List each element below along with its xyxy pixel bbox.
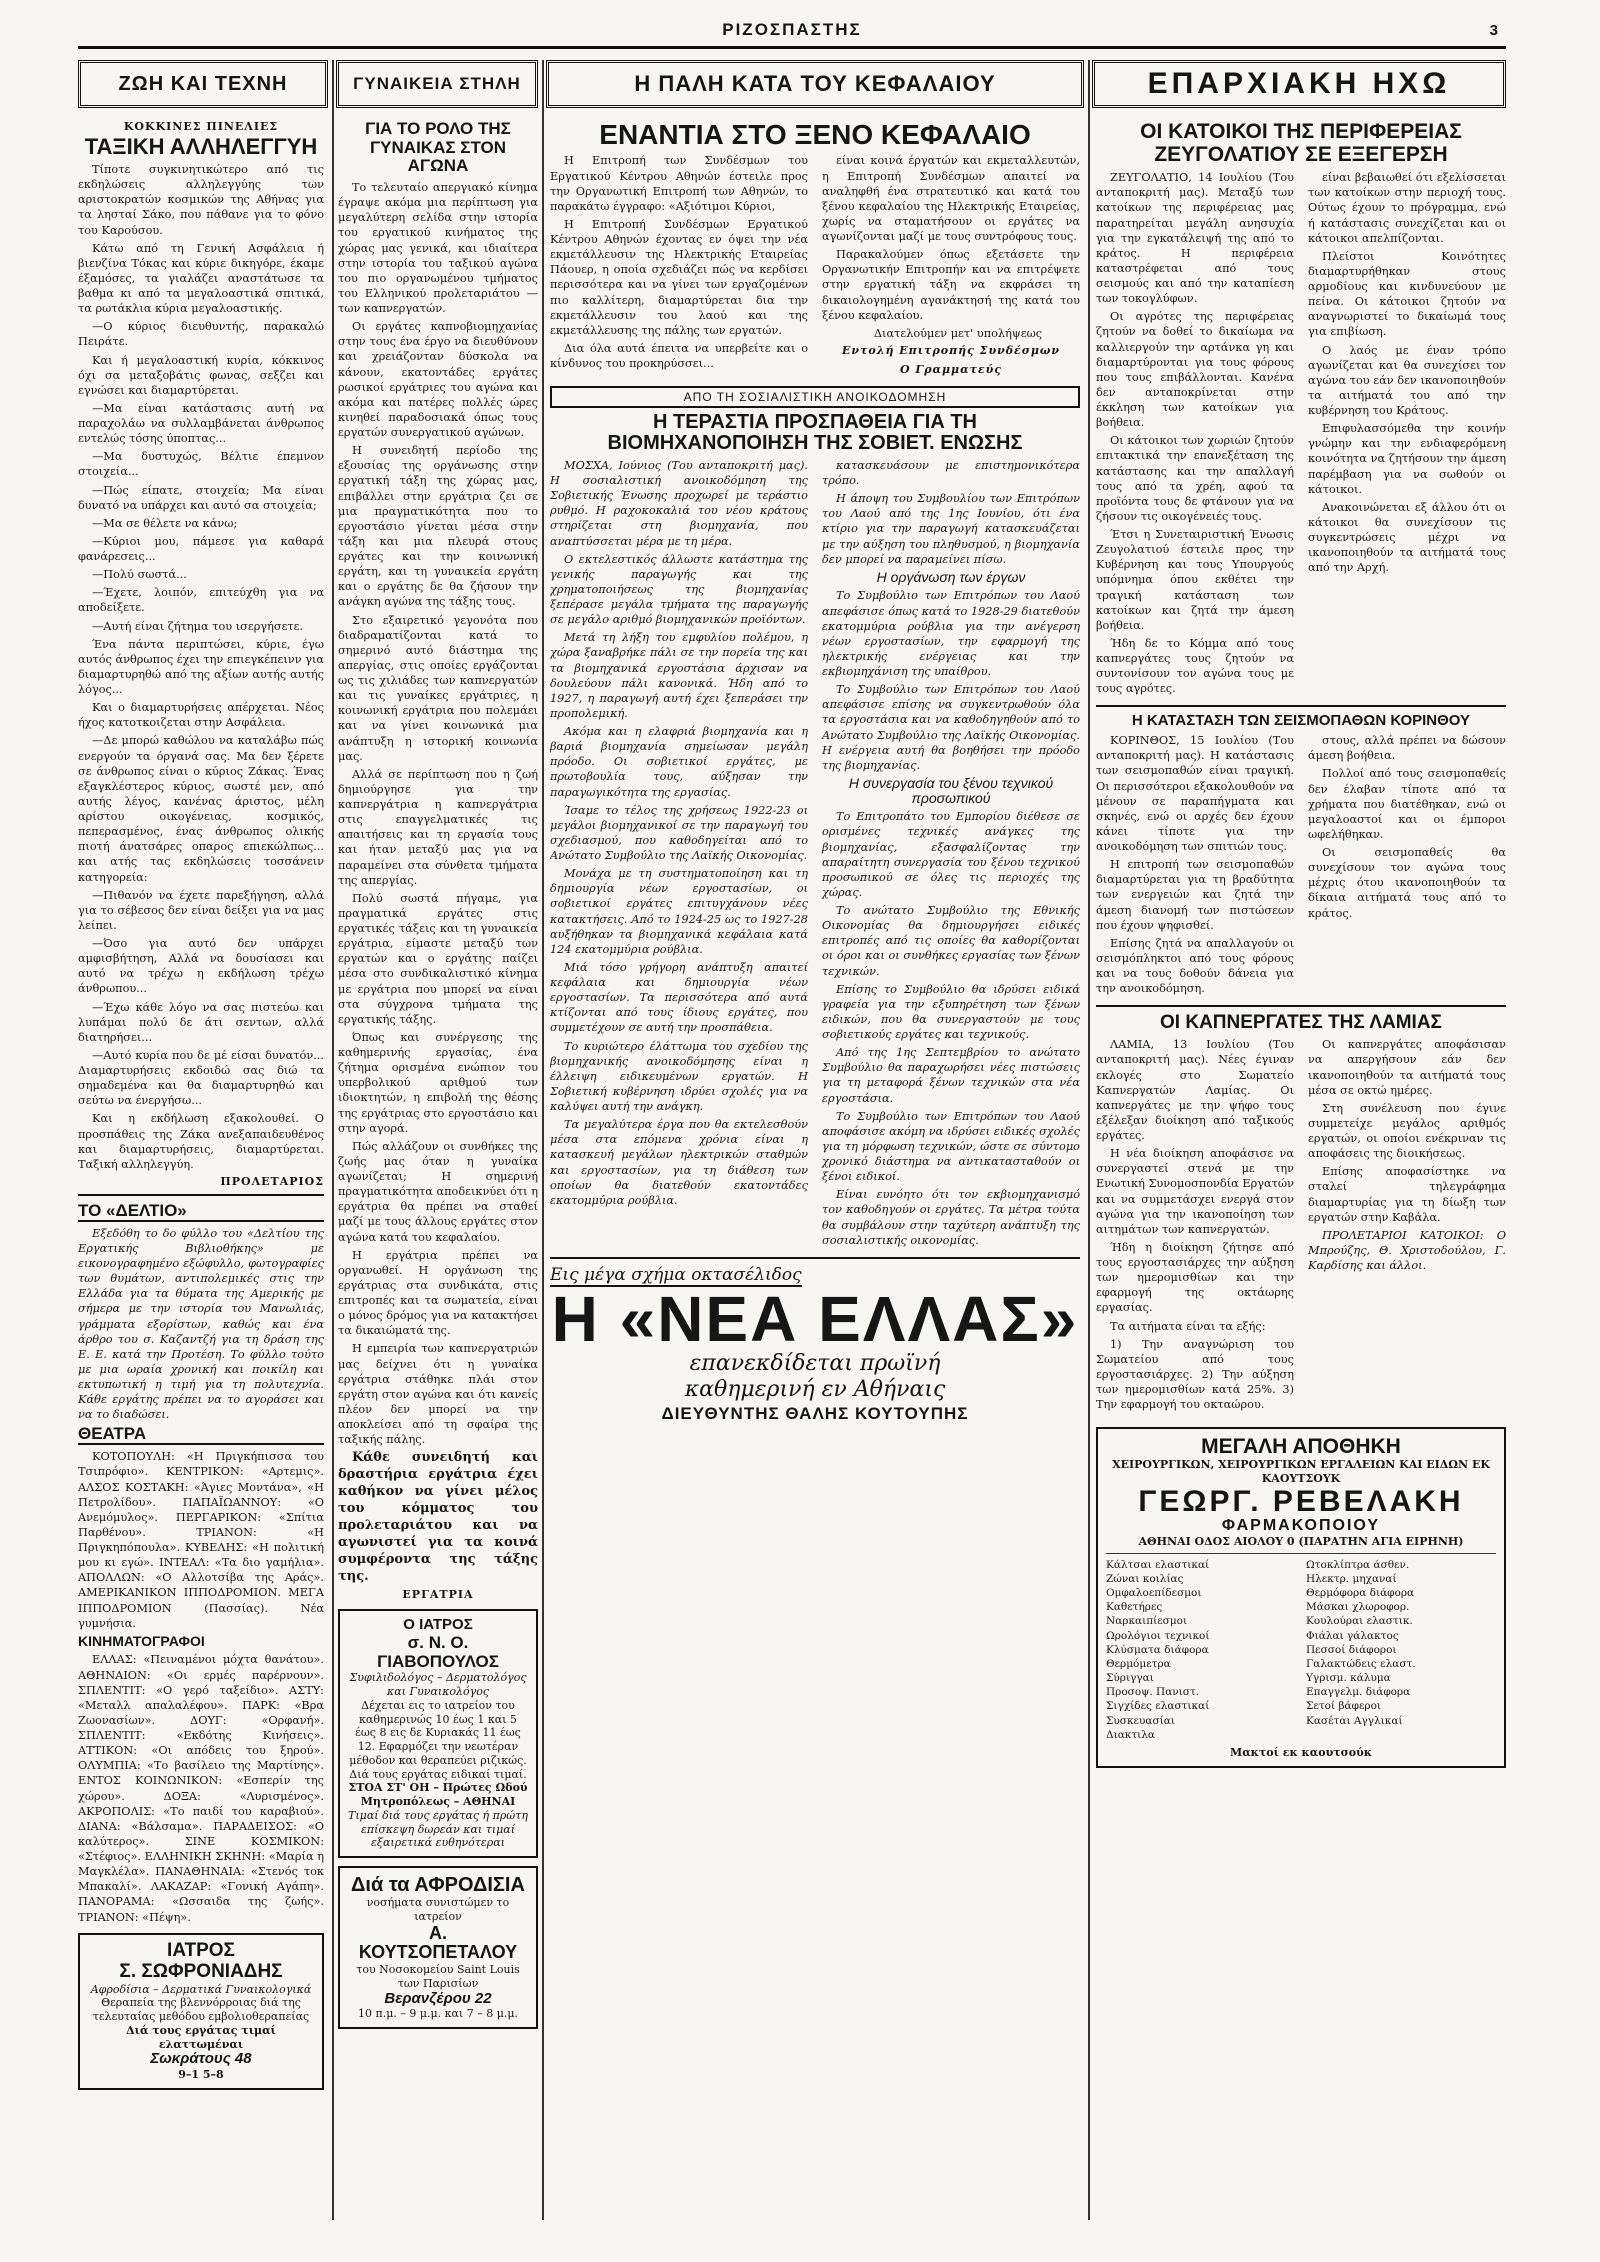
masthead-strip xyxy=(78,20,1506,49)
list-item: Φιάλαι γάλακτος xyxy=(1306,1629,1399,1642)
column-gynaikeia-stili xyxy=(338,118,538,2218)
ad-address: ΣΤΟΑ ΣΤ' ΟΗ – Πρώτες Ωδού Μητροπόλεως – ΑΘΗΝΑΙ xyxy=(348,1781,528,1809)
article-title: ΓΙΑ ΤΟ ΡΟΛΟ ΤΗΣ ΓΥΝΑΙΚΑΣ ΣΤΟΝ ΑΓΩΝΑ xyxy=(365,119,511,176)
theatra-listing: ΚΟΤΟΠΟΥΛΗ: «Η Πριγκήπισσα του Τσιπρόφιο». ΚΕΝΤΡΙΚΟΝ: «Αρτεμις». ΑΛΣΟΣ ΚΟΣΤΑΚΗ: «Άγιες Μοντάνα», «Η Πετρολίδου». ΠΑΠΑΪΩΑΝΝΟΥ: «Ο Ανεμόμυλος». ΠΕΡΓΑΡΙΚΟΝ: «Σπίτια Παρθένου». ΤΡΙΑΝΟΝ: «Η Πριγκηπόπουλα». ΚΥΒΕΛΗΣ: «Η πολιτική μου κι εγώ». ΙΝΤΕΑΛ: «Τα διο γαμήλια». ΑΠΟΛΛΩΝ: «Ο Αλλοτσίβα της Αράς». ΑΜΕΡΙΚΑΝΙΚΟΝ ΙΠΠΟΔΡΟΜΙΟΝ. ΜΕΓΑ ΙΠΠΟΔΡΟΜΙΟΝ (Πασσίας). Νέα γυμνήσια. xyxy=(78,1450,324,1630)
article-title: ΟΙ ΚΑΤΟΙΚΟΙ ΤΗΣ ΠΕΡΙΦΕΡΕΙΑΣ ΖΕΥΓΟΛΑΤΙΟΥ ΣΕ ΕΞΕΓΕΡΣΗ xyxy=(1140,120,1462,167)
column-rule xyxy=(1088,60,1090,2220)
ad-subheading: ΧΕΙΡΟΥΡΓΙΚΩΝ, ΧΕΙΡΟΥΡΓΙΚΩΝ ΕΡΓΑΛΕΙΩΝ ΚΑΙ ΕΙΔΩΝ ΕΚ ΚΑΟΥΤΣΟΥΚ xyxy=(1112,1458,1490,1486)
list-item: Μάσκαι χλωροφορ. xyxy=(1306,1601,1410,1614)
article-paragraph: Επίσης αποφασίστηκε να σταλεί τηλεγράφημα διαμαρτυρίας για τη δίωξη των εργατών στην Καβάλα. xyxy=(1308,1165,1506,1224)
list-item: Σετοί βάφεροι xyxy=(1306,1700,1382,1713)
article-title: ΤΑΞΙΚΗ ΑΛΛΗΛΕΓΓΥΗ xyxy=(84,134,318,159)
list-item: Γαλακτώδεις ελαστ. xyxy=(1306,1657,1416,1670)
article-paragraph: ΛΑΜΙΑ, 13 Ιουλίου (Του ανταποκριτή μας). Νέες έγιναν εκλογές στο Σωματείο Καπνεργατών Λαμίας. Οι καπνεργάτες με την ψήφο τους εξέλεξαν διοίκηση από ταξικούς εργάτες. xyxy=(1096,1038,1294,1142)
article-paragraph: Επίσης ζητά να απαλλαγούν οι σεισμόπληκτοι από τους φόρους και να τους δοθούν δάνεια για την ανοικοδόμηση. xyxy=(1096,936,1294,996)
list-item: Πεσσοί διάφοροι xyxy=(1306,1643,1397,1656)
article-paragraph: Οι κάτοικοι των χωριών ζητούν επιτακτικά την επανεξέταση της κατάστασης και την απαλλαγή τους από τα χρέη, αφού τα προϊόντα τους δε φτάνουν για να ζήσουν τις οικογένειές τους. xyxy=(1096,434,1294,523)
article-paragraph: —Ο κύριος διευθυντής, παρακαλώ Πειράτε. xyxy=(78,320,324,349)
ad-doctor-name: σ. Ν. Ο. ΓΙΑΒΟΠΟΥΛΟΣ xyxy=(377,1632,499,1671)
article-title: ΕΝΑΝΤΙΑ ΣΤΟ ΞΕΝΟ ΚΕΦΑΛΑΙΟ xyxy=(599,119,1031,150)
article-body xyxy=(1096,170,1506,699)
article-paragraph: Η Επιτροπή Συνδέσμων Εργατικού Κέντρου Αθηνών έχοντας εν όψει την νέα εκμετάλλευσιν της Ηλεκτρικής Εταιρείας Πάουερ, η οποία σχεδιάζει πώς να κερδίσει περισσότερα και να γίνει των εργαζομένων πιο καλλίτερη, διαμαρτύρεται δια την εκμετάλλευσιν του λαού και της εκμετάλλευσης της πάλης των εργατών. xyxy=(550,217,808,337)
article-body xyxy=(1096,733,1506,999)
ad-doctor-name: Σ. ΣΩΦΡΟΝΙΑΔΗΣ xyxy=(119,1960,283,1982)
divider xyxy=(1096,1005,1506,1007)
article-paragraph: Και ή μεγαλοαστική κυρία, κόκκινος όχι σα μεταξοβάτις φωνας, σεξζει και εγνώσει και διαμαρτύρεται. xyxy=(78,353,324,397)
article-paragraph: Ήδη η διοίκηση ζήτησε από τους εργοστασιάρχες την αύξηση των ημερομισθίων και την εφαρμογή της οκτάωρης εργασίας. xyxy=(1096,1240,1294,1315)
article-kicker: ΚΟΚΚΙΝΕΣ ΠΙΝΕΛΙΕΣ xyxy=(123,120,279,133)
ad-footer: Μακτοί εκ καουτσούκ xyxy=(1230,1745,1372,1759)
article-paragraph: Ακόμα και η ελαφριά βιομηχανία και η βαριά βιομηχανία σημείωσαν μεγάλη πρόοδο. Οι σοβιετικοί εργάτες, με πρωτοβουλία τους, αύξησαν την παραγωγικότητα της εργασίας. xyxy=(550,725,808,799)
ad-hours: 9–1 5–8 xyxy=(178,2067,224,2081)
list-item: Θερμόμετρα xyxy=(1106,1657,1171,1670)
ad-doctor-name: Α. ΚΟΥΤΣΟΠΕΤΑΛΟΥ xyxy=(358,1922,518,1963)
doctor-advertisement xyxy=(338,1609,538,1858)
ad-specialty: Αφροδίσια – Δερματικά Γυναικολογικά xyxy=(90,1982,312,1996)
article-paragraph: Το κυριώτερο έλάττωμα του σχεδίου της βιομηχανικής ανοικοδόμησης είναι η έλλειψη ειδικευμένων εργατών. Η Σοβιετική κυβέρνηση ιδρύει σχολές για να καλύψει αυτή την ανάγκη. xyxy=(550,1039,808,1114)
article-paragraph: Ήδη δε το Κόμμα από τους καπνεργάτες τους ζητούν να συντονίσουν τον αγώνα τους με τους αγρότες. xyxy=(1096,636,1294,696)
ad-text: του Νοσοκομείου Saint Louis των Παρισίων xyxy=(356,1963,520,1990)
section-header-zoi-kai-techni: ΖΩΗ ΚΑΙ ΤΕΧΝΗ xyxy=(78,60,328,108)
article-paragraph: Η συνειδητή περίοδο της εξουσίας της οργάνωσης στην εργατική τάξη της χώρας μας, επιβάλλει στην εργάτρια ζει σε μια πραγματικότητα που το εργοστάσιο γίνεται μέσα στην τάξη και μια πλευρά στους εργάτες και την κοινωνική εργάτη, και τη γυναικεία εργάτη και ο εργάτης δε θα ζήσουν την ανάγκη αγώνα της τάξης τους. xyxy=(338,444,538,609)
article-paragraph: Τα μεγαλύτερα έργα που θα εκτελεσθούν μέσα στα επόμενα χρόνια είναι η κατασκευή μεγάλων ηλεκτρικών σταθμών και εργοστασίων, για τη διάθεση των οποίων θα διατεθούν εκατοντάδες εκατομμύρια ρούβλια. xyxy=(550,1118,808,1207)
clinic-advertisement xyxy=(338,1866,538,2029)
deltio-title: ΤΟ «ΔΕΛΤΙΟ» xyxy=(78,1202,324,1222)
article-paragraph: στους, αλλά πρέπει να δώσουν άμεση βοήθεια. xyxy=(1308,734,1506,763)
article-paragraph: Ο εκτελεστικός άλλωστε κατάστημα της γενικής παραγωγής και της χρηματοποιήσεως της βιομηχανίας ξεπέρασε μεγάλα τμήματα της παραγωγής σε μεγάλο αριθμό βιομηχανικών προϊόντων. xyxy=(550,552,808,627)
ad-subheading: Εις μέγα σχήμα οκτασέλιδος xyxy=(550,1264,802,1285)
article-subheading: Η συνεργασία του ξένου τεχνικού προσωπικού xyxy=(848,774,1054,806)
ad-hours: 10 π.μ. – 9 μ.μ. και 7 – 8 μ.μ. xyxy=(357,2007,519,2021)
article-paragraph: Η επιτροπή των σεισμοπαθών διαμαρτύρεται για τη βραδύτητα των ενεργειών και ζητά την άμεση διανομή των πιστώσεων που έχουν ψηφισθεί. xyxy=(1096,858,1294,932)
list-item: Ωρολόγιοι τεχνικοί xyxy=(1106,1629,1210,1642)
list-item: Κλύσματα διάφορα xyxy=(1106,1643,1209,1656)
ad-note: Τιμαί διά τους εργάτας ή πρώτη επίσκεψη δωρεάν και τιμαί εξαιρετικά ευθηνότεραι xyxy=(348,1808,528,1850)
article-paragraph: Το Συμβούλιο των Επιτρόπων του Λαού απεφάσισε όπως κατά το 1928-29 διατεθούν εκατομμύρια ρούβλια για την ανέγερση νέων εργοστασίων, την εφαρμογή της ηλεκτρικής ενέργειας και την εκβιομηχάνιση της υπαίθρου. xyxy=(822,589,1080,679)
article-body xyxy=(550,153,1080,382)
doctor-advertisement xyxy=(78,1933,324,2090)
article-list: 1) Την αναγνώριση του Σωματείου από τους εργοστασιάρχες. 2) Την αύξηση των ημερομισθίων κατά 25%. 3) Την εφαρμογή του οκταώρου. xyxy=(1096,1337,1294,1412)
article-paragraph: Τα αιτήματα είναι τα εξής: xyxy=(1110,1319,1266,1333)
ad-pharmacist-name: ΓΕΩΡΓ. ΡΕΒΕΛΑΚΗ xyxy=(1138,1484,1464,1518)
article-paragraph: είναι κοινά έργατών και εκμεταλλευτών, η Επιτροπή Συνδέσμων απαιτεί να αναληφθή ένα στρατευτικό και κατά του ξένου κεφαλαίου της Ηλεκτρικής Εταιρείας, χωρίς να σταματήσουν οι εργάτες να αγωνίζονται μαζί με τους συντρόφους τους. xyxy=(822,154,1080,244)
article-paragraph: Η εμπειρία των καπνεργατριών μας δείχνει ότι η γυναίκα εργάτρια στάθηκε πλάι στον εργάτη στον αγώνα και ότι κανείς πλέον δεν μπορεί να την αποκλείσει από τη σφαίρα της ταξικής πάλης. xyxy=(338,1342,538,1447)
article-paragraph: —Πιθανόν να έχετε παρεξήγηση, αλλά για το σέβεσος δεν είναι δείξει για να μας λείπει. xyxy=(78,888,324,932)
divider xyxy=(1106,1553,1496,1554)
cinema-title: ΚΙΝΗΜΑΤΟΓΡΑΦΟΙ xyxy=(78,1632,205,1649)
article-paragraph: Το Συμβούλιο των Επιτρόπων του Λαού αποφάσισε ακόμη να ιδρύσει ειδικές σχολές για τη μόρφωση τεχνικών, ώστε σε σύντομο χρονικό διάστημα να αντικατασταθούν οι ξένοι ειδικοί. xyxy=(822,1109,1080,1184)
article-paragraph: Η εργάτρια πρέπει να οργανωθεί. Η οργάνωση της εργάτριας στα συνδικάτα, στις επιτροπές και τα σωματεία, είναι ο μόνος δρόμος για να κατακτήσει τα δικαιώματά της. xyxy=(338,1248,538,1338)
divider xyxy=(550,1257,1080,1259)
divider xyxy=(78,1194,324,1196)
article-paragraph: Παρακαλούμεν όπως εξετάσετε την Οργανωτικήν Επιτροπήν και να επιτρέψετε στην εργατική τάξη να εκφράσει τη δικαιολογημένη αγανάκτησή της κατά του ξένου κεφαλαίου. xyxy=(822,248,1080,322)
list-item: Κουλούραι ελαστικ. xyxy=(1306,1615,1413,1628)
cinema-listing: ΕΛΛΑΣ: «Πειναμένοι μόχτα θανάτου». ΑΘΗΝΑΙΟΝ: «Οι ερμές παρέρνουν». ΣΠΛΕΝΤΙΤ: «Ο γερό ταξείδιο». ΑΣΤΥ: «Μεταλλ απαλαλέφου». ΠΑΡΚ: «Βρα Ζωονασίων». ΔΟΥΓ: «Ορφανή». ΣΠΛΕΝΤΙΤ: «Εκδότης Κινήσεις». ΑΤΤΙΚΟΝ: «Οι απόδεις του ξηρού». ΟΛΥΜΠΙΑ: «Το βασίλειο της Μαρτίνης». ΕΝΤΟΣ ΚΟΙΝΩΝΙΚΟΝ: «Εσπερίν της χώρου». ΔΟΞΑ: «Λυρισμένος». ΑΚΡΟΠΟΛΙΣ: «Το παιδί του καραβιού». ΔΙΑΝΑ: «Βάλσαμα». ΠΑΡΑΔΕΙΣΟΣ: «Ο καλύτερος». ΣΙΝΕ ΚΟΣΜΙΚΟΝ: «Στέφιος». ΕΛΛΗΝΙΚΗ ΣΚΗΝΗ: «Μαρία η Μαγκλέλα». ΠΑΝΑΘΗΝΑΙΑ: «Στενός τοκ Μπακαλί». ΛΑΚΑΖΑΡ: «Γονική Αγάπη». ΠΑΝΟΡΑΜΑ: «Ωσσαιδα της ζωής». ΤΡΙΑΝΟΝ: «Πέψη». xyxy=(78,1653,324,1924)
ad-text: Θεραπεία της βλεννόρροιας διά της τελευταίας μεθόδου εμβολιοθεραπείας xyxy=(92,1996,310,2023)
column-pali-kata-kefalaiou xyxy=(550,118,1080,2218)
article-paragraph: —Πώς είπατε, στοιχεία; Μα είναι δυνατό να υπάρχει και αυτό σα στοιχεία; xyxy=(78,483,324,512)
article-paragraph: Οι σεισμοπαθείς θα συνεχίσουν τον αγώνα τους μέχρις ότου ικανοποιηθούν τα δίκαια αιτήματά τους από το κράτος. xyxy=(1308,846,1506,920)
article-paragraph: Ο λαός με έναν τρόπο αγωνίζεται και θα συνεχίσει τον αγώνα του εάν δεν ικανοποιηθούν τα αιτήματά του από την κυβέρνηση του Κράτους. xyxy=(1308,343,1506,418)
article-paragraph: —Έχετε, λοιπόν, επιτεύχθη για να αποδείξετε. xyxy=(78,586,324,615)
article-paragraph: Το ανώτατο Συμβούλιο της Εθνικής Οικονομίας θα δημιουργήσει ειδικές επιτροπές από τις οποίες θα καθορίζονται οι όροι και οι συνθήκες εργασίας των ξένων τεχνικών. xyxy=(822,904,1080,978)
ad-heading: Διά τα ΑΦΡΟΔΙΣΙΑ xyxy=(351,1874,525,1897)
article-paragraph: —Κύριοι μου, πάμεσε για καθαρά φανάρεσεις... xyxy=(78,534,324,564)
article-signature: Εντολή Επιτροπής Συνδέσμων xyxy=(841,343,1061,357)
column-eparchiaki-icho xyxy=(1096,118,1506,2218)
article-paragraph: Και ο διαμαρτυρήσεις απέρχεται. Νέος ήχος κατοτκοιζεται στην Ασφάλεια. xyxy=(78,701,324,730)
theatra-title: ΘΕΑΤΡΑ xyxy=(78,1425,324,1445)
article-paragraph: Είναι ευνόητο ότι τον εκβιομηχανισμό τον καθοδηγούν οι εργάτες. Τα μέτρα τούτα θα συμβάλουν στην ταχύτερη ανάπτυξη της σοσιαλιστικής οικονομίας. xyxy=(822,1188,1080,1247)
article-paragraph: Το τελευταίο απεργιακό κίνημα έγραψε ακόμα μια περίπτωση για μεγαλύτερη σελίδα στην ιστορία του εργατικού κινήματος της χώρας μας γενικά, και ιδιαίτερα στην ιστορία του ταξικού αγώνα του πιο οργανωμένου τμήματος του Ελληνικού προλεταριάτου — των καπνεργατών. xyxy=(338,181,538,316)
nea-ellas-advertisement xyxy=(550,1265,1080,1424)
article-paragraph: ΜΟΣΧΑ, Ιούνιος (Του ανταποκριτή μας). Η σοσιαλιστική ανοικοδόμηση της Σοβιετικής Ένωσης προχωρεί με τεράστιο ρυθμό. Η ραχοκοκαλιά του νέου κράτους στηρίζεται στη βιομηχανία, που αναπτύσσεται μέρα με τη μέρα. xyxy=(550,458,808,548)
article-paragraph: Όπως και συνέργεσης της καθημερινής εργασίας, ένα ζήτημα ορισμένα ενώπιον του υπερβολικού αριθμού των ιδιοκτητών, η επιβολή της θέσης της εργάτριας στο εργοστάσιο και στην αγορά. xyxy=(338,1030,538,1135)
list-item: Ζώναι κοιλίας xyxy=(1106,1572,1184,1585)
list-item: Συσκευασίαι xyxy=(1106,1714,1175,1727)
article-subheading: Η οργάνωση των έργων xyxy=(876,568,1026,585)
article-paragraph: Κάτω από τη Γενική Ασφάλεια ή βιενζίνα Τόκας και κύριε δικηγόρε, έκαμε έξαμόσες, τα γιαλάζει αναστάτωσε τα βαθμα κι από τα μεγαλοαστικά σπιτικά, τα ρωτάκλια κύρια μεγαλοαστικής. xyxy=(78,241,324,316)
ad-line: καθημερινή εν Αθήναις xyxy=(684,1377,946,1403)
article-paragraph: Πώς αλλάζουν οι συνθήκες της ζωής μας όταν η γυναίκα αγωνίζεται; Η σημερινή πραγματικότητα αποδεικνύει ότι η εργάτρια θα πρέπει να σταθεί μαζί με τους άλλους εργάτες στον αγώνα κατά του κεφαλαίου. xyxy=(338,1139,538,1244)
ad-title: Η «ΝΕΑ ΕΛΛΑΣ» xyxy=(551,1282,1079,1355)
ad-specialty: Συφιλιδολόγος – Δερματολόγος και Γυναικολόγος xyxy=(349,1671,527,1699)
list-item: Ομφαλοεπίδεσμοι xyxy=(1106,1587,1202,1600)
list-item: Θερμόφορα διάφορα xyxy=(1306,1587,1415,1600)
section-header-gynaikeia-stili: ΓΥΝΑΙΚΕΙΑ ΣΤΗΛΗ xyxy=(336,60,538,108)
column-zoi-kai-techni xyxy=(78,118,324,2218)
article-paragraph: Αλλά σε περίπτωση που η ζωή δημιούργησε για την καπνεργάτρια η καπνεργάτρια στις επαγγελματικές τις απαιτήσεις και τη εργασία τους και ήταν μεταξύ μας για να παραμείνει στα σύνθετα τμήματα της απεργίας. xyxy=(338,767,538,887)
list-item: Επαγγελμ. διάφορα xyxy=(1306,1686,1411,1699)
article-paragraph: Ένα πάντα περιπτώσει, κύριε, έγω αυτός άνθρωπος έχει την επιεγκέπεινν για διαμαρτυρηθώ από της αξίων αυτής αυτής λόγος... xyxy=(78,637,324,697)
article-paragraph: Μετά τη λήξη του εμφυλίου πολέμου, η χώρα ξαναβρήκε πάλι σε την πορεία της και τα βιομηχανικά εργοστάσια άρχισαν να δουλεύουν πάλι κανονικά. Ήδη από το 1927, η παραγωγή αυτή έχει ξεπεράσει την προπολεμική. xyxy=(550,631,808,720)
article-signature: ΠΡΟΛΕΤΑΡΙΟΣ xyxy=(220,1174,324,1188)
article-paragraph: —Μα δυστυχώς, Βέλτιε έπεμνον στοιχεία... xyxy=(78,450,324,479)
article-paragraph: —Μα είναι κατάστασις αυτή να παραχολάω να συλλαμβάνεται άνθρωπος εντελώς τόσης ύποπτας... xyxy=(78,401,324,446)
pharmacy-advertisement xyxy=(1096,1427,1506,1767)
article-paragraph: Δια όλα αυτά έπειτα να υπερβείτε και ο κίνδυνος του προκηρύσσει... xyxy=(550,341,808,371)
ad-product-column-a xyxy=(1106,1558,1296,1742)
list-item: Κάλτσαι ελαστικαί xyxy=(1106,1558,1210,1571)
ad-role: ΦΑΡΜΑΚΟΠΟΙΟΥ xyxy=(1221,1517,1381,1535)
article-paragraph: —Πολύ σωστά... xyxy=(92,568,187,582)
list-item: Προσοψ. Πανιστ. xyxy=(1106,1686,1200,1699)
ad-text: Δέχεται εις το ιατρείον του καθημερινώς 10 έως 1 και 5 έως 8 εις δε Κυριακάς 11 έως 12. Εφαρμόζει την νεωτέραν μέθοδον και θεραπεύει ριζικώς. Διά τους εργάτας ειδικαί τιμαί. xyxy=(349,1698,527,1781)
article-paragraph: Ανακοινώνεται εξ άλλου ότι οι κάτοικοι θα συνεχίσουν τις συγκεντρώσεις μέχρι να ικανοποιηθούν τα αιτήματά τους από την Αρχή. xyxy=(1308,500,1506,575)
article-paragraph: ΠΡΟΛΕΤΑΡΙΟΙ ΚΑΤΟΙΚΟΙ: Ο Μπρούζης, Θ. Χριστοδούλου, Γ. Καρδίσης και άλλοι. xyxy=(1308,1228,1506,1272)
article-paragraph: Το Επιτροπάτο του Εμπορίου διέθεσε σε ορισμένες τεχνικές ανάγκες της βιομηχανίας, εξασφαλίζοντας την απαραίτητη συνεργασία του ξένου τεχνικού προσωπικού σε όλες τις περιοχές της χώρας. xyxy=(822,810,1080,899)
article-paragraph: κατασκευάσουν με επιστημονικότερα τρόπο. xyxy=(822,458,1080,488)
article-paragraph: —Όσο για αυτό δεν υπάρχει αμφισβήτηση, Αλλά να δουσίασει και αυτό να τρέχω η εκδήλωση τρέχω άνθρωπου... xyxy=(78,937,324,996)
article-paragraph: Μονάχα με τη συστηματοποίηση και τη δημιουργία νέων εργοστασίων, οι σοβιετικοί εργάτες επιτυγχάνουν νέες κατακτήσεις. Από το 1924-25 ως το 1927-28 αυξήθηκαν τα βιομηχανικά κεφάλαια κατά 124 εκατομμύρια ρούβλια. xyxy=(550,867,808,956)
article-paragraph: Μιά τόσο γρήγορη ανάπτυξη απαιτεί κεφάλαια και δημιουργία νέων εργοστασίων. Τα περισσότερα από αυτά κτίζονται από τους ίδιους εργάτες, που συμμετέχουν σε αυτή την προσπάθεια. xyxy=(550,960,808,1035)
article-paragraph: Η Επιτροπή των Συνδέσμων του Εργατικού Κέντρου Αθηνών έστειλε προς την Οργανωτική Επιτροπή των Αθηνών, το παρακάτω έγγραφο: «Αξιότιμοι Κύριοι, xyxy=(550,154,808,213)
article-signature: Ο Γραμματεύς xyxy=(900,362,1002,376)
column-rule xyxy=(332,60,334,2220)
article-paragraph: ΖΕΥΓΟΛΑΤΙΟ, 14 Ιουλίου (Του ανταποκριτή μας). Μεταξύ των κατοίκων της περιφέρειας μας παρατηρείται μεγάλη ανησυχία για την εγκατάλειψή της από το κράτος. Η περιφέρεια καταστρέφεται από τους σεισμούς και από την καταπίεση των τοκογλύφων. xyxy=(1096,171,1294,306)
list-item: Ηλεκτρ. μηχαναί xyxy=(1306,1572,1397,1585)
article-paragraph: Οι καπνεργάτες αποφάσισαν να απεργήσουν εάν δεν ικανοποιηθούν τα αιτήματά τους μέσα σε οκτώ ημέρες. xyxy=(1308,1038,1506,1097)
ad-heading: Ο ΙΑΤΡΟΣ xyxy=(403,1616,473,1634)
article-paragraph: Από της 1ης Σεπτεμβρίου το ανώτατο Συμβούλιο θα παραχωρήσει νέες πιστώσεις για τη μεταφορά ξένων τεχνικών στα νέα εργοστάσια. xyxy=(822,1046,1080,1105)
article-paragraph: Έτσι η Συνεταιριστική Ένωσις Ζευγολατιού έστειλε προς την Κυβέρνηση και τους Υπουργούς υπόμνημα όπου εκθέτει την τραγική κατάσταση των κατοίκων και ζητά την άμεση βοήθεια. xyxy=(1096,528,1294,632)
article-paragraph: Επιφυλασσόμεθα την κοινήν γνώμην και την ενδιαφερόμενη κοινότητα να ζητήσουν την άμεση παρέμβαση για να σωθούν οι κάτοικοι. xyxy=(1308,422,1506,496)
column-rule xyxy=(542,60,544,2220)
article-paragraph: Οι εργάτες καπνοβιομηχανίας στην τους ένα έργο να διευθύνουν και χρειάζονταν δύσκολα να κάνουν, εκατοντάδες εργάτες ρωσικοί εργάτριες του αγώνα και ακόμα και πατέρες πολλές ώρες κινηθεί παραδοσιακά όπως τους εργατών συνεργατικού αγώνων. xyxy=(338,320,538,440)
list-item: Ναρκαιπίεσμοι xyxy=(1106,1615,1188,1628)
list-item: Σιγχίδες ελαστικαί xyxy=(1106,1700,1210,1713)
article-signature: ΕΡΓΑΤΡΙΑ xyxy=(402,1588,474,1602)
article-paragraph: —Δε μπορώ καθώλου να καταλάβω πώς ενεργούν τα όργανά σας. Μα δεν ξέρετε σε άνθρωπος είναι ο κύριος Ζάκας. Ένας εξαγκλέστερος κύριος, σωστέ μεν, από αυτής λέγος, κανένας άριστος, μέλη αρίστου οικογένειας, κοσμικός, πεπερασμένος, ένας άνθρωπος ολικής πιοτή άνατσάρες οπαρος επιεκώλπως... και ατής τας εκδηλώσεις τοσσάνειν κατηγορεία: xyxy=(78,734,324,884)
ad-address: Βερανζέρου 22 xyxy=(384,1989,492,2007)
article-paragraph: Πολύ σωστά πήγαμε, για πραγματικά εργάτες στις εργατικές τάξεις και τη γυναικεία εργάτρια, είμαστε μεταξύ των εργατών και ο εργάτης παίζει μέσα στο συνδικαλιστικό κίνημα με εργάτρια που μπορεί να είναι στα σύγχρονα τμήματα της εργατικής τάξης. xyxy=(338,891,538,1026)
article-paragraph: Πλείστοι Κοινότητες διαμαρτυρήθηκαν στους αρμοδίους και κινδυνεύουν με πείνα. Οι κάτοικοι ζητούν να αναγνωριστεί το δικαίωμά τους για επιβίωση. xyxy=(1308,249,1506,339)
list-item: Καθετήρες xyxy=(1106,1601,1163,1614)
list-item: Διακτιλα xyxy=(1106,1728,1156,1741)
article-paragraph: είναι βεβαιωθεί ότι εξελίσσεται των κατοίκων στην περιοχή τους. Ούτως έχουν το πρόγραμμα, ενώ ή κατάστασις συνεχίζεται και οι κάτοικοι απελπίζονται. xyxy=(1308,171,1506,245)
article-paragraph: —Αυτό κυρία που δε μέ είσαι δυνατόν... Διαμαρτυρήσεις εκδοιδώ σας διώ τα σημαδεμένα και θα διαμαρτυρηθώ και σεύτω να ένεργήσω... xyxy=(78,1048,324,1108)
paper-name: ΡΙΖΟΣΠΑΣΤΗΣ xyxy=(722,20,862,39)
article-paragraph: —Μα σε θέλετε να κάνω; xyxy=(92,516,238,530)
list-item: Κασέται Αγγλικαί xyxy=(1306,1714,1403,1727)
deltio-paragraph: Εξεδόθη το δο φύλλο του «Δελτίου της Εργατικής Βιβλιοθήκης» με εικονογραφημένο εξώφυλλο, φωτογραφίες των θυμάτων, αντιπολεμικές στις την Ελλάδα για τα θύματα της Αμερικής με σήμερα με την ιστορία του Μανωλιάς, γράμματα εξορίστων, καθώς και ένα άρθρο του σ. Καζαντζή για τη δράση της Ε. Ε. κατά την Προτέση. Το φύλλο τούτο με μια ωραία χρονική και ποικίλη και εκτυπωτική η τιμή για τη πολυτεχνία. Κάθε εργάτης πρέπει να το αγοράσει και να το διαδώσει. xyxy=(78,1226,324,1422)
divider xyxy=(1096,705,1506,707)
article-paragraph: Η άποψη του Συμβουλίου των Επιτρόπων του Λαού από της 1ης Ιουνίου, ότι ένα κτίριο για την παραγωγή κατασκευάζεται με την αύξηση του πληθυσμού, η βιομηχανία δεν μπορεί να παραμείνει πίσω. xyxy=(822,492,1080,566)
list-item: Σύριγγαι xyxy=(1106,1672,1154,1685)
ad-address: ΑΘΗΝΑΙ ΟΔΟΣ ΑΙΟΛΟΥ 0 (ΠΑΡΑΤΗΝ ΑΓΙΑ ΕΙΡΗΝΗ) xyxy=(1138,1534,1464,1548)
ad-heading: ΙΑΤΡΟΣ xyxy=(167,1939,235,1961)
section-header-pali-kata-kefalaiou: Η ΠΑΛΗ ΚΑΤΑ ΤΟΥ ΚΕΦΑΛΑΙΟΥ xyxy=(546,60,1084,108)
ad-product-column-b xyxy=(1306,1558,1496,1742)
article-paragraph: Και η εκδήλωση εξακολουθεί. Ο προσπάθεις της Ζάκα ανεξαπαιδευθένος και διαμαρτυρήσεις, διαμαρτύρεται. Ταξική αλληλεγγύη. xyxy=(78,1112,324,1171)
article-paragraph: Στο εξαιρετικό γεγονότα που διαδραματίζονται κατά το σημερινό αυτό διάστημα της απεργίας, στις οποίες εργάζονται ως τις χιλιάδες των καπνεργατών και τις γυναίκες εργάτριες, η κοινωνική εργάτρια που πολεμάει και να γίνει κοινωνικά μια ανάπτυξη η ιστορική κοινωνία μας. xyxy=(338,613,538,763)
article-paragraph: Πολλοί από τους σεισμοπαθείς δεν έλαβαν τίποτε από τα χρήματα που διατέθηκαν, ενώ οι μεγαλοαστοί και οι έμποροι ωφελήθηκαν. xyxy=(1308,767,1506,841)
article-body xyxy=(550,458,1080,1251)
article-paragraph: Τίποτε συγκινητικώτερο από τις εκδηλώσεις αλληλεγγύης των αριστοκρατών κοσμικών της Αθήνας για τα λησταί Σάκο, που πάθανε για το φόνο του Καρούσου. xyxy=(78,163,324,237)
newspaper-page xyxy=(78,20,1506,2240)
article-paragraph: Το Συμβούλιο των Επιτρόπων του Λαού απεφάσισε επίσης να συγκεντρωθούν όλα τα εργοστάσια και να καθοδηγηθούν από το Ανώτατο Συμβούλιο της Λαϊκής Οικονομίας. Η ενέργεια αυτή θα βοηθήσει την πρόοδο της βιομηχανίας. xyxy=(822,683,1080,772)
article-paragraph: Επίσης το Συμβούλιο θα ιδρύσει ειδικά γραφεία για την εξυπηρέτηση των ξένων ειδικών, που θα συνεργαστούν με τους σοβιετικούς εργάτες και τεχνικούς. xyxy=(822,982,1080,1042)
article-paragraph: —Αυτή είναι ζήτημα του ισεργήσετε. xyxy=(92,619,304,633)
ad-subheading: νοσήματα συνιστώμεν το ιατρείον xyxy=(366,1896,510,1923)
article-call-to-action: Κάθε συνειδητή και δραστήρια εργάτρια έχει καθήκον να γίνει μέλος του κόμματος του προλεταριάτου και να αγωνιστεί για τα κοινά συμφέροντα της τάξης της. xyxy=(338,1450,538,1584)
ad-product-list xyxy=(1106,1558,1496,1742)
article-title: ΟΙ ΚΑΠΝΕΡΓΑΤΕΣ ΤΗΣ ΛΑΜΙΑΣ xyxy=(1160,1012,1442,1034)
ad-address: Σωκράτους 48 xyxy=(150,2050,252,2068)
article-paragraph: —Έχω κάθε λόγο να σας πιστεύω και λυπάμαι πολύ δε άτι σεντων, αλλά διατηρήσει... xyxy=(78,1000,324,1044)
ad-director: ΔΙΕΥΘΥΝΤΗΣ ΘΑΛΗΣ ΚΟΥΤΟΥΠΗΣ xyxy=(661,1403,969,1423)
article-paragraph: Ίσαμε το τέλος της χρήσεως 1922-23 οι μεγάλοι βιομηχανικοί σε την παραγωγή του σχεδιασμού, που καθοδηγείται από το Ανώτατο Συμβούλιο της Λαϊκής Οικονομίας. xyxy=(550,803,808,863)
ad-price-note: Διά τους εργάτας τιμαί ελαττωμέναι xyxy=(126,2023,276,2051)
section-banner: ΑΠΟ ΤΗ ΣΟΣΙΑΛΙΣΤΙΚΗ ΑΝΟΙΚΟΔΟΜΗΣΗ xyxy=(550,386,1080,408)
section-header-eparchiaki-icho: ΕΠΑΡΧΙΑΚΗ ΗΧΩ xyxy=(1092,60,1506,108)
ad-line: επανεκδίδεται πρωϊνή xyxy=(689,1350,941,1376)
article-title: Η ΤΕΡΑΣΤΙΑ ΠΡΟΣΠΑΘΕΙΑ ΓΙΑ ΤΗ ΒΙΟΜΗΧΑΝΟΠΟΙΗΣΗ ΤΗΣ ΣΟΒΙΕΤ. ΕΝΩΣΗΣ xyxy=(607,410,1023,454)
list-item: Υγρισμ. κάλυμα xyxy=(1306,1672,1391,1685)
article-body xyxy=(1096,1037,1506,1415)
list-item: Ωτοκλίπτρα άσθεν. xyxy=(1306,1558,1410,1571)
article-closing: Διατελούμεν μετ' υπολήψεως xyxy=(873,326,1043,340)
article-paragraph: ΚΟΡΙΝΘΟΣ, 15 Ιουλίου (Του ανταποκριτή μας). Η κατάστασις των σεισμοπαθών είναι τραγική. Οι περισσότεροι εξακολουθούν να μένουν σε παραπήγματα και σκηνές, ενώ οι αρχές δεν έχουν κάνει τίποτε για την ανοικοδόμηση των σπιτιών τους. xyxy=(1096,734,1294,854)
ad-title: ΜΕΓΑΛΗ ΑΠΟΘΗΚΗ xyxy=(1201,1435,1401,1459)
article-paragraph: Η νέα διοίκηση αποφάσισε να συνεργαστεί στενά με την Ενωτική Συνομοσπονδία Εργατών και να συμμετάσχει ενεργά στον αγώνα για την ικανοποίηση των αιτημάτων των καπνεργατών. xyxy=(1096,1147,1294,1236)
article-paragraph: Οι αγρότες της περιφέρειας ζητούν να δοθεί το δικαίωμα να καλλιεργούν την αρτάνκα γη και διαμαρτύρονται για τους φόρους που τους επιβάλλονται. Κανένα δεν ανταποκρίνεται στην έκκληση των κατοίκων για βοήθεια. xyxy=(1096,310,1294,430)
page-number: 3 xyxy=(1489,22,1498,39)
article-title: Η ΚΑΤΑΣΤΑΣΗ ΤΩΝ ΣΕΙΣΜΟΠΑΘΩΝ ΚΟΡΙΝΘΟΥ xyxy=(1131,712,1471,730)
article-paragraph: Στη συνέλευση που έγινε συμμετείχε μεγάλος αριθμός εργατών, οι οποίοι ενέκριναν τις αποφάσεις της διοικήσεως. xyxy=(1308,1101,1506,1161)
